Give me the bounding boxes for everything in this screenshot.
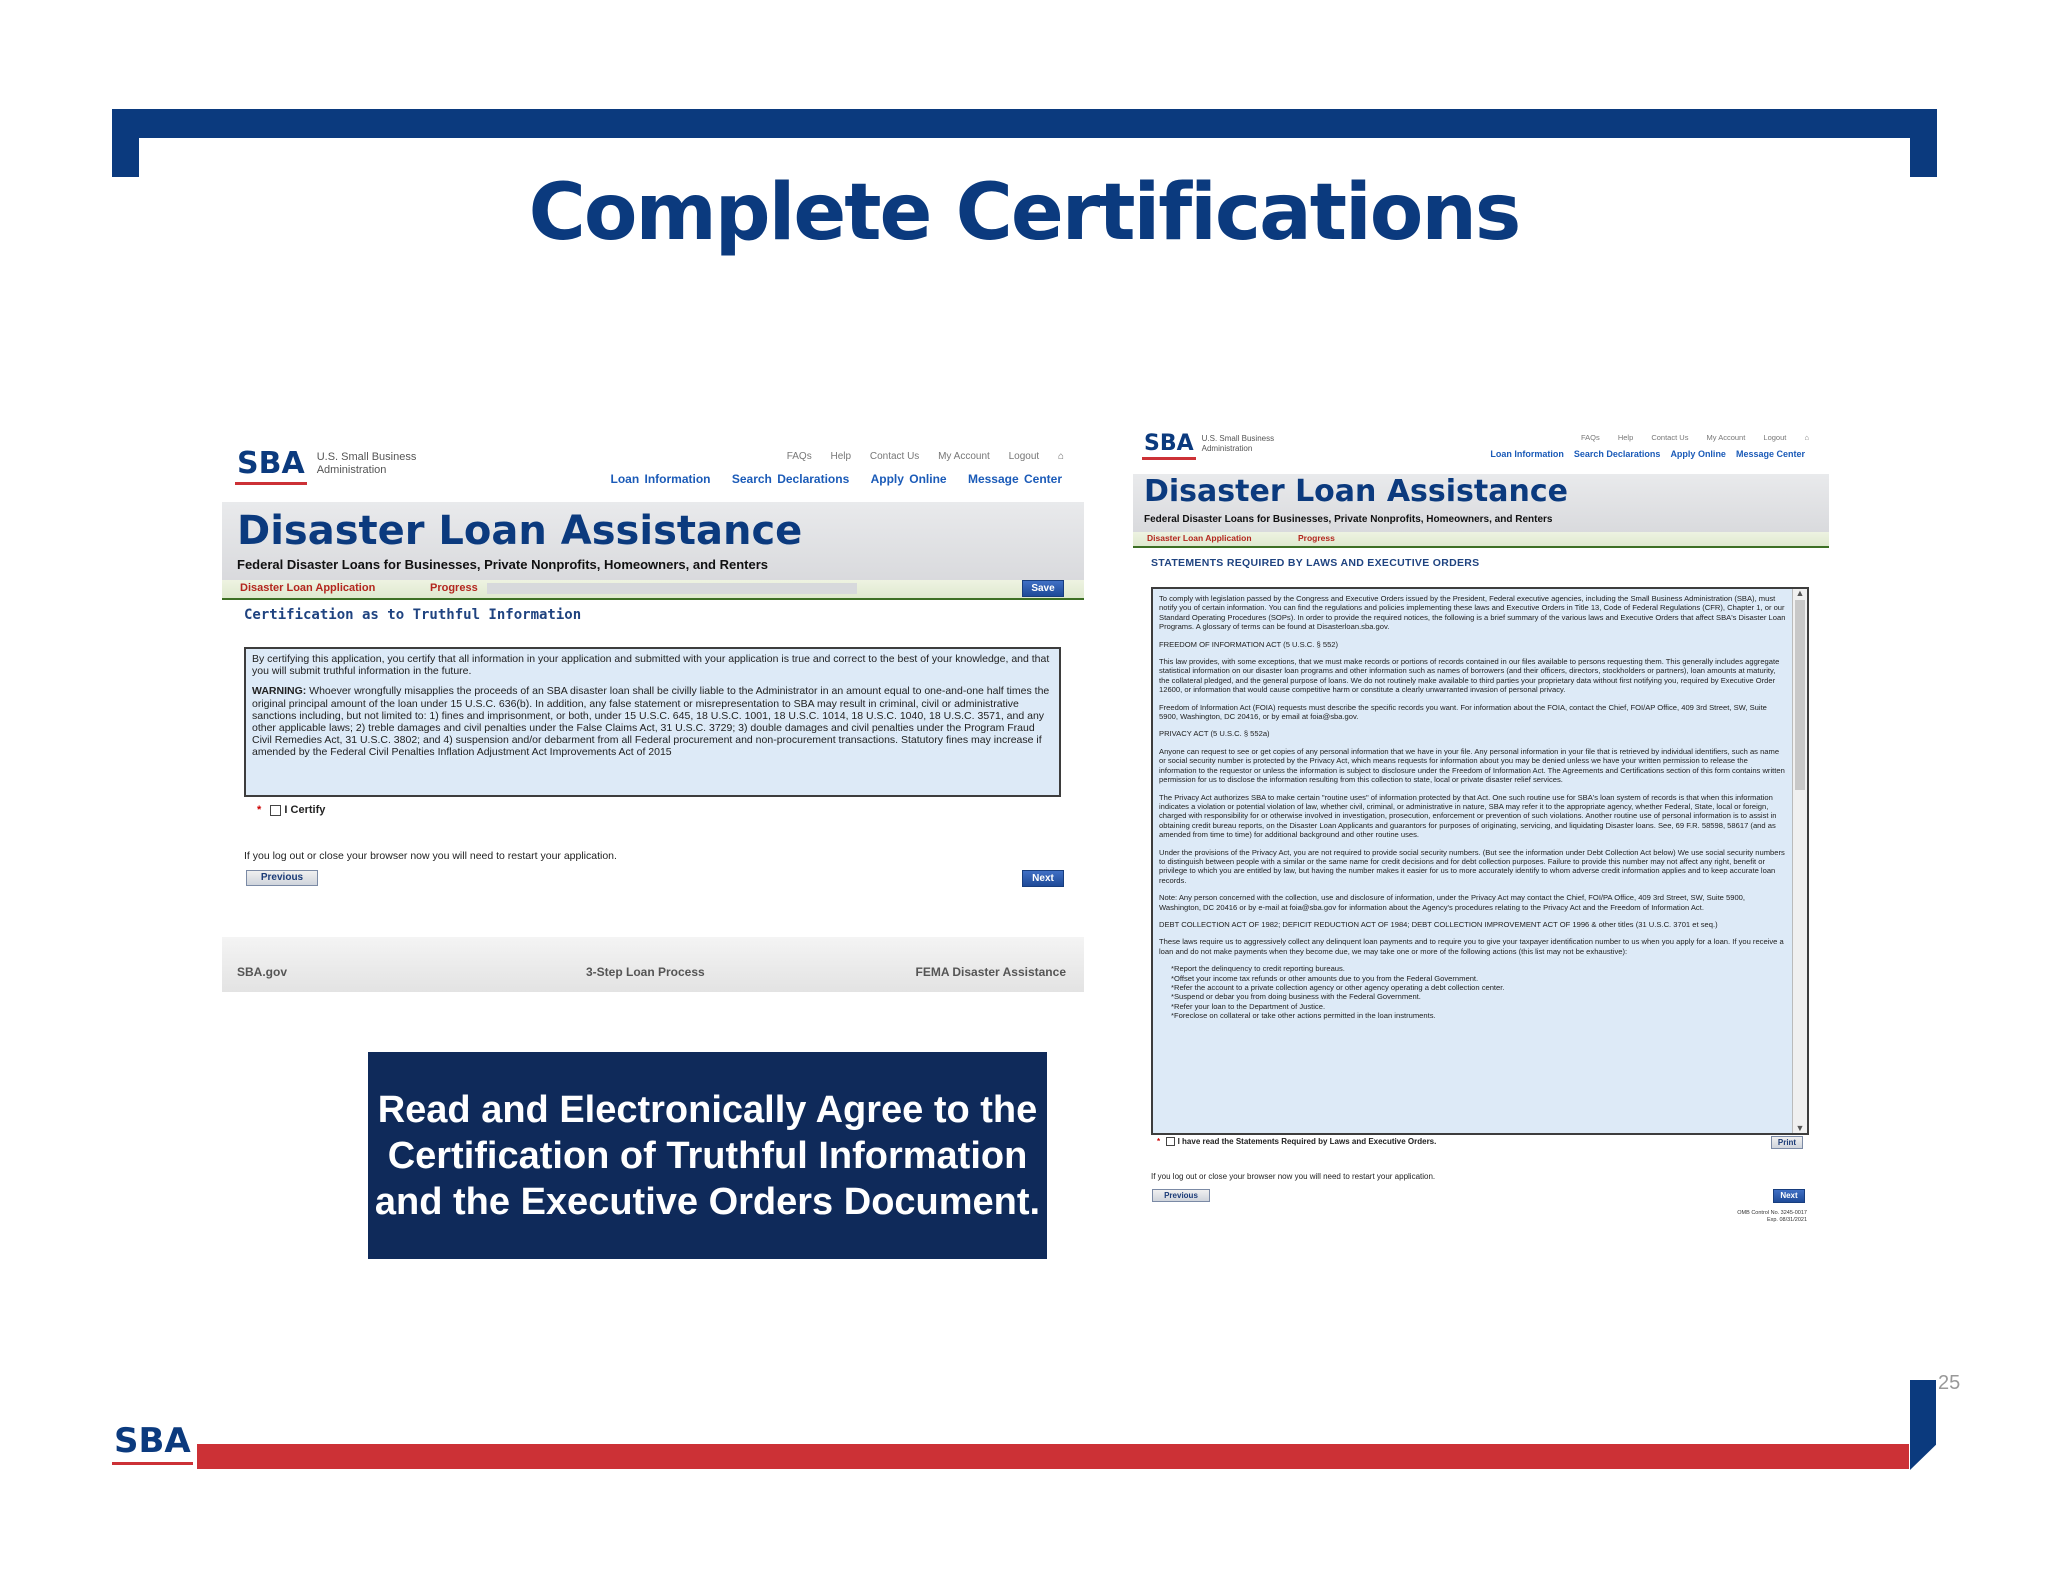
certify-checkbox[interactable] [270,805,281,816]
tab-disaster-loan-application[interactable]: Disaster Loan Application [1147,533,1252,543]
top-link-contact[interactable]: Contact Us [869,451,920,462]
nav-loan-information[interactable]: Loan Information [610,472,711,486]
top-link-logout[interactable]: Logout [1008,451,1040,462]
slide-frame-left [112,109,139,177]
required-mark: * [1157,1137,1161,1146]
banner-subtitle: Federal Disaster Loans for Businesses, Private Nonprofits, Homeowners, and Renters [1144,514,1553,525]
scrollbar[interactable] [1792,589,1807,1133]
nav-message-center[interactable]: Message Center [967,472,1062,486]
statement-paragraph: The Privacy Act authorizes SBA to make certain "routine uses" of information protected by that Act. One such routine use for SBA's loan system of records is that when this information indicates a violation or potential violation of law, whether civil, criminal, or administrative in nature, SBA may refer it to the appropriate agency, whether Federal, State, local or foreign, charged with responsibility for or otherwise involved in investigation, prosecution, enforcement or prevention of such violations. Another routine use of personal information is to assist in obtaining credit bureau reports, on the Disaster Loan Applicants and guarantors for purposes of originating, servicing, and liquidating Disaster loans. See, 69 F.R. 58598, 58617 (and as amended from time to time) for additional background and other routine uses. [1159,792,1777,840]
omb-control-number: OMB Control No. 3245-0017 [1737,1210,1807,1216]
slide-frame-corner [1910,1380,1936,1470]
certify-label[interactable]: I Certify [284,804,326,816]
statement-heading: FREEDOM OF INFORMATION ACT (5 U.S.C. § 552) [1159,639,1339,649]
omb-expiration: Exp. 08/31/2021 [1766,1217,1807,1223]
nav-message-center[interactable]: Message Center [1735,449,1805,459]
sba-logo-line2: Administration [316,463,387,476]
statements-scrollbox[interactable] [1151,587,1809,1135]
statement-bullet: *Refer the account to a private collection agency or other agency operating a debt collection center. [1171,983,1505,992]
logout-note: If you log out or close your browser now you will need to restart your application. [1151,1172,1436,1181]
footer-sba-logo-mark: SBA [114,1421,191,1461]
top-link-account[interactable]: My Account [1706,433,1746,442]
top-link-logout[interactable]: Logout [1763,433,1787,442]
sba-logo-mark: SBA [1144,431,1194,456]
sba-logo-line1: U.S. Small Business [316,450,417,463]
nav-search-declarations[interactable]: Search Declarations [731,472,850,486]
footer-sba-logo [114,1421,191,1461]
sba-logo[interactable] [237,446,416,481]
application-tabbar [222,580,1084,600]
progress-bar [487,583,857,594]
statement-paragraph: Under the provisions of the Privacy Act, you are not required to provide social security numbers. (But see the information under Debt Collection Act below) We use social security numbers to distinguish between people with a similar or the same name for credit decisions and for debt collection purposes. Failure to provide this number may not affect any right, benefit or privilege to which you are entitled by law, but having the number makes it easier for us to more accurately identify to whom adverse credit information applies and to keep accurate loan records. [1159,847,1785,885]
sba-logo-line2: Administration [1201,443,1253,453]
footer-link-3-step[interactable]: 3-Step Loan Process [586,965,705,979]
home-icon[interactable]: ⌂ [1804,433,1809,442]
top-link-faqs[interactable]: FAQs [1580,433,1600,442]
certification-paragraph: By certifying this application, you certify that all information in your application and submitted with your application is true and correct to the best of your knowledge, and that you will submit truthful information in the future. [252,653,1050,678]
banner [1133,474,1829,532]
home-icon[interactable]: ⌂ [1057,451,1064,462]
warning-text: Whoever wrongfully misapplies the proceeds of an SBA disaster loan shall be civilly liable to the Administrator in an amount equal to one-and-one half times the original principal amount of the loan under 15 U.S.C. 636(b). In addition, any false statement or misrepresentation to SBA may result in criminal, civil or administrative sanctions including, but not limited to: 1) fines and imprisonment, or both, under 15 U.S.C. 645, 18 U.S.C. 1001, 18 U.S.C. 1014, 18 U.S.C. 1040, 18 U.S.C. 3571, and any other applicable laws; 2) treble damages and civil penalties under the False Claims Act, 31 U.S.C. 3729; 3) double damages and civil penalties under the Program Fraud Civil Remedies Act, 31 U.S.C. 3802; and 4) suspension and/or debarment from all Federal procurement and non-procurement transactions. Statutory fines may increase if amended by the Federal Civil Penalties Inflation Adjustment Act Improvements Act of 2015 [252,685,1050,759]
statement-bullet: *Offset your income tax refunds or other amounts due to you from the Federal Government. [1171,973,1479,983]
certification-textbox[interactable] [244,647,1061,797]
banner-title: Disaster Loan Assistance [1144,474,1568,509]
tab-disaster-loan-application[interactable]: Disaster Loan Application [240,582,376,594]
warning-label: WARNING: [252,685,307,698]
statement-paragraph: Note: Any person concerned with the collection, use and disclosure of information, under the Privacy Act may contact the Chief, FOI/PA Office, 409 3rd Street, SW, Suite 5900, Washington, DC 20416 or by e-mail at foia@sba.gov for information about the Agency's procedures relating to the Privacy Act and the Freedom of Information Act. [1159,893,1746,912]
statement-bullet: *Suspend or debar you from doing business with the Federal Government. [1171,992,1421,1002]
application-tabbar [1133,532,1829,548]
banner-title: Disaster Loan Assistance [237,508,803,554]
site-footer [222,937,1084,992]
statement-bullet: *Report the delinquency to credit reporting bureaus. [1171,964,1345,974]
top-link-account[interactable]: My Account [938,451,990,462]
section-title: Certification as to Truthful Information [244,607,582,623]
sba-logo-line1: U.S. Small Business [1201,434,1275,444]
nav-apply-online[interactable]: Apply Online [870,472,947,486]
footer-link-fema[interactable]: FEMA Disaster Assistance [915,965,1066,979]
scroll-thumb[interactable] [1795,600,1805,790]
statement-bullet: *Foreclose on collateral or take other actions permitted in the loan instruments. [1171,1011,1436,1021]
banner [222,502,1084,580]
slide-frame-top [112,109,1936,138]
scroll-down-icon[interactable]: ▼ [1795,1122,1805,1133]
right-screenshot [1133,422,1829,1230]
page-number: 25 [1938,1372,1961,1394]
scroll-up-icon[interactable]: ▲ [1795,588,1805,598]
nav-search-declarations[interactable]: Search Declarations [1573,449,1661,459]
statement-paragraph: To comply with legislation passed by the Congress and Executive Orders issued by the President, Federal executive agencies, including the Small Business Administration (SBA), must notify you of certain information. You can find the regulations and policies implementing these laws and Executive Orders in Title 13, Code of Federal Regulations (CFR), Chapter 1, or our Standard Operating Procedures (SOPs). In order to provide the required notices, the following is a brief summary of the various laws and Executive Orders that affect SBA's Disaster Loan Programs. A glossary of terms can be found at Disasterloan.sba.gov. [1159,594,1786,632]
statement-paragraph: This law provides, with some exceptions, that we must make records or portions of records contained in our files available to persons requesting them. This generally includes aggregate statistical information on our disaster loan programs and other information such as names of borrowers (and their officers, directors, stockholders or partners), loan amounts at maturity, the collateral pledged, and the general purpose of loans. We do not routinely make available to third parties your proprietary data without first notifying you, required by Executive Order 12600, or information that would cause competitive harm or constitute a clearly unwarranted invasion of personal privacy. [1159,657,1780,695]
required-mark: * [257,804,262,816]
statement-paragraph: Anyone can request to see or get copies of any personal information that we have in your file. Any personal information in your file that is retrieved by individual identifiers, such as name or social security number is protected by the Privacy Act, which means requests for information about you may be denied unless we have your written permission to release the information to the requestor or unless the information is subject to disclosure under the Freedom of Information Act. The Agreements and Certifications section of this form contains written permission for us to disclose the information resulting from this collection to state, local or private disaster relief services. [1159,746,1785,785]
main-nav [611,472,1062,486]
sba-logo-mark: SBA [237,446,305,481]
read-row [1157,1137,1436,1146]
main-nav [1490,449,1805,459]
instruction-callout: Read and Electronically Agree to the Certification of Truthful Information and the Executive Orders Document. [368,1052,1047,1259]
top-link-faqs[interactable]: FAQs [786,451,812,462]
footer-link-sbagov[interactable]: SBA.gov [237,965,288,979]
slide-frame-right [1910,109,1937,177]
statement-paragraph: These laws require us to aggressively collect any delinquent loan payments and to require you to give your taxpayer identification number to us when you apply for a loan. If you receive a loan and do not make payments when they become due, we may take one or more of the following actions (this list may not be exhaustive): [1159,937,1784,956]
section-title: STATEMENTS REQUIRED BY LAWS AND EXECUTIVE ORDERS [1151,557,1480,569]
statement-bullet: *Refer your loan to the Department of Justice. [1171,1001,1326,1011]
slide-title: Complete Certifications [528,168,1520,258]
left-screenshot [222,432,1084,992]
previous-button[interactable]: Previous [1152,1189,1210,1202]
warning-paragraph [252,685,1053,758]
top-links [1565,433,1809,442]
tab-progress[interactable]: Progress [1298,533,1335,543]
omb-control [1737,1210,1807,1224]
next-button[interactable]: Next [1022,870,1064,887]
banner-subtitle: Federal Disaster Loans for Businesses, Private Nonprofits, Homeowners, and Renters [237,557,768,572]
top-link-help[interactable]: Help [830,451,852,462]
print-button[interactable]: Print [1771,1136,1803,1149]
nav-loan-information[interactable]: Loan Information [1490,449,1564,459]
top-link-help[interactable]: Help [1617,433,1634,442]
slide-frame-bottom [197,1444,1909,1469]
statement-heading: DEBT COLLECTION ACT OF 1982; DEFICIT REDUCTION ACT OF 1984; DEBT COLLECTION IMPROVEMENT ACT OF 1996 & other titles (31 U.S.C. 3701 et seq.) [1159,919,1718,929]
sba-logo[interactable] [1144,431,1274,456]
statement-paragraph: Freedom of Information Act (FOIA) requests must describe the specific records you want. For information about the FOIA, contact the Chief, FOI/AP Office, 409 3rd Street, SW, Suite 5900, Washington, DC 20416, or by email at foia@sba.gov. [1159,702,1767,722]
save-button[interactable]: Save [1022,580,1064,597]
top-links [771,451,1064,462]
certify-row [257,804,325,816]
tab-progress[interactable]: Progress [430,582,478,594]
statement-heading: PRIVACY ACT (5 U.S.C. § 552a) [1159,729,1270,739]
nav-apply-online[interactable]: Apply Online [1670,449,1726,459]
previous-button[interactable]: Previous [246,870,318,886]
top-link-contact[interactable]: Contact Us [1651,433,1689,442]
logout-note: If you log out or close your browser now you will need to restart your application. [244,850,617,862]
next-button[interactable]: Next [1773,1189,1805,1203]
read-label[interactable]: I have read the Statements Required by Laws and Executive Orders. [1177,1137,1437,1146]
read-checkbox[interactable] [1166,1137,1175,1146]
